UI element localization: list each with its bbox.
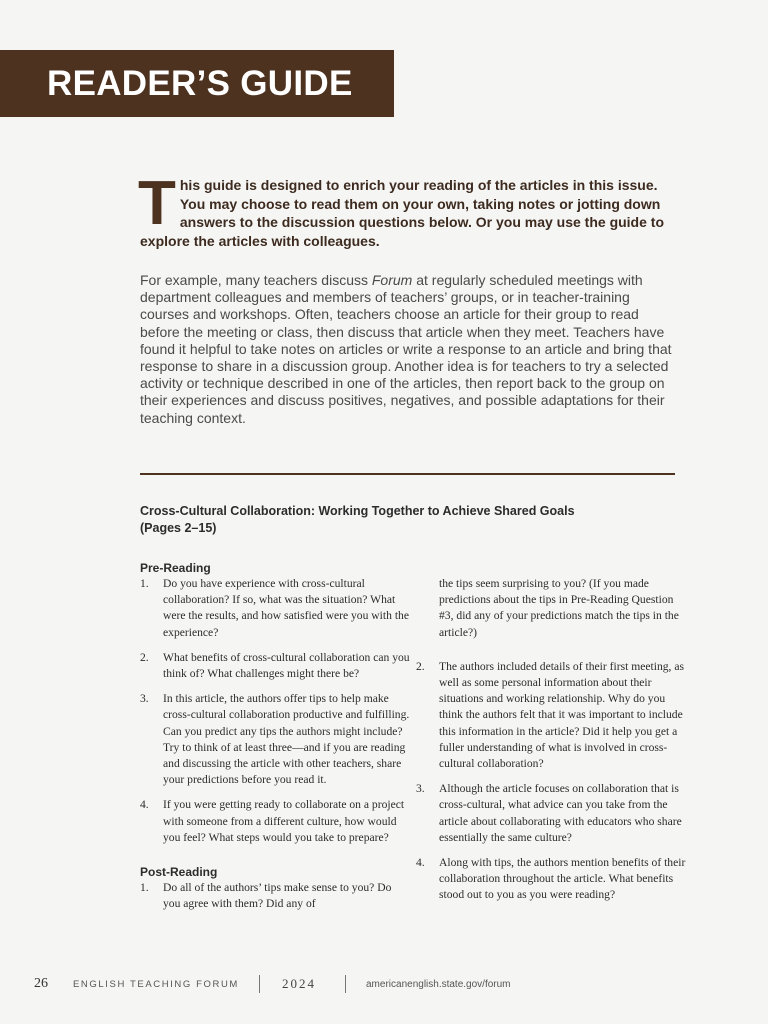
- body-text-start: For example, many teachers discuss: [140, 272, 372, 288]
- list-item: [140, 797, 410, 846]
- footer-separator: [259, 975, 260, 993]
- page-footer: [0, 970, 768, 1000]
- question-text: The authors included details of their first meeting, as well as some personal information about their situations and working relationship. Why do you think the authors felt that it was important to include this information in the article? Did it help you get a fuller understanding of what is involved in cross-cultural collaboration?: [439, 659, 685, 771]
- question-text: In this article, the authors offer tips to help make cross-cultural collaboration productive and fulfilling. Can you predict any tips the authors might include? Try to think of at least three—and if you are reading and discussing the article with other teachers, share your predictions before you read it.: [163, 692, 410, 787]
- post-reading-list-continued: [416, 659, 686, 904]
- drop-cap: T: [138, 169, 176, 238]
- forum-title-italic: Forum: [371, 272, 413, 288]
- list-item: [140, 880, 410, 912]
- question-number: 2.: [416, 659, 425, 673]
- question-number: 1.: [140, 577, 149, 590]
- question-number: 3.: [416, 782, 425, 796]
- intro-text: his guide is designed to enrich your reading of the articles in this issue. You may choose to read them on your own, taking notes or jotting down answers to the discussion questions below. Or you may use the guide to explore the articles with colleagues.: [140, 177, 665, 249]
- pre-reading-heading: Pre-Reading: [140, 561, 211, 575]
- readers-guide-banner: [0, 50, 394, 117]
- question-number: 4.: [416, 856, 425, 870]
- website-link[interactable]: americanenglish.state.gov/forum: [366, 979, 511, 990]
- article-title: Cross-Cultural Collaboration: Working Together to Achieve Shared Goals: [140, 504, 575, 518]
- list-item: [140, 650, 410, 682]
- question-text: What benefits of cross-cultural collaboration can you think of? What challenges might there be?: [163, 650, 410, 681]
- question-number: 4.: [140, 798, 149, 812]
- left-column: [140, 560, 410, 912]
- question-text: Do you have experience with cross-cultural collaboration? If so, what was the situation? What were the results, and how satisfied were you with the experience?: [163, 577, 409, 639]
- post-reading-list: [140, 880, 410, 912]
- list-item: [140, 691, 410, 788]
- magazine-name: ENGLISH TEACHING FORUM: [73, 979, 239, 990]
- issue-year: 2024: [282, 976, 316, 991]
- body-paragraph: [140, 272, 680, 427]
- question-text: If you were getting ready to collaborate on a project with someone from a different culture, how would you feel? What steps would you take to prepare?: [163, 798, 405, 844]
- question-text: Along with tips, the authors mention benefits of their collaboration throughout the article. What benefits stood out to you as you were reading?: [439, 856, 686, 902]
- question-text: Although the article focuses on collaboration that is cross-cultural, what advice can you take from the article about collaborating with educators who share essentially the same culture?: [439, 782, 682, 844]
- intro-paragraph: [138, 169, 668, 250]
- question-continuation: the tips seem surprising to you? (If you made predictions about the tips in Pre-Reading Question #3, did any of your predictions match the tips in the article?): [439, 577, 679, 639]
- list-item: [416, 781, 686, 846]
- question-number: 2.: [140, 650, 149, 664]
- footer-separator: [345, 975, 346, 993]
- question-number: 1.: [140, 881, 149, 895]
- pre-reading-list: [140, 576, 410, 846]
- post-reading-heading: Post-Reading: [140, 865, 218, 880]
- section-divider: [140, 473, 675, 475]
- article-pages: (Pages 2–15): [140, 520, 217, 535]
- page-title: READER’S GUIDE: [47, 64, 353, 103]
- page-number: 26: [34, 976, 48, 991]
- list-item: [140, 576, 410, 641]
- right-column: [416, 576, 686, 904]
- question-number: 3.: [140, 692, 149, 706]
- article-heading: [140, 503, 680, 536]
- question-text: Do all of the authors’ tips make sense to you? Do you agree with them? Did any of: [163, 881, 392, 911]
- body-text-rest: at regularly scheduled meetings with department colleagues and members of teachers’ groups, or in teacher-training courses and workshops. Often, teachers choose an article for their group to read before the meeting or class, then discuss that article when they meet. Teachers have found it helpful to take notes on articles or write a response to an article and bring that response to share in a discussion group. Another idea is for teachers to try a selected activity or technique described in one of the articles, then report back to the group on their experiences and discuss positives, negatives, and possible adaptations for their teaching context.: [140, 272, 672, 426]
- list-item: [416, 659, 686, 772]
- list-item: [416, 855, 686, 904]
